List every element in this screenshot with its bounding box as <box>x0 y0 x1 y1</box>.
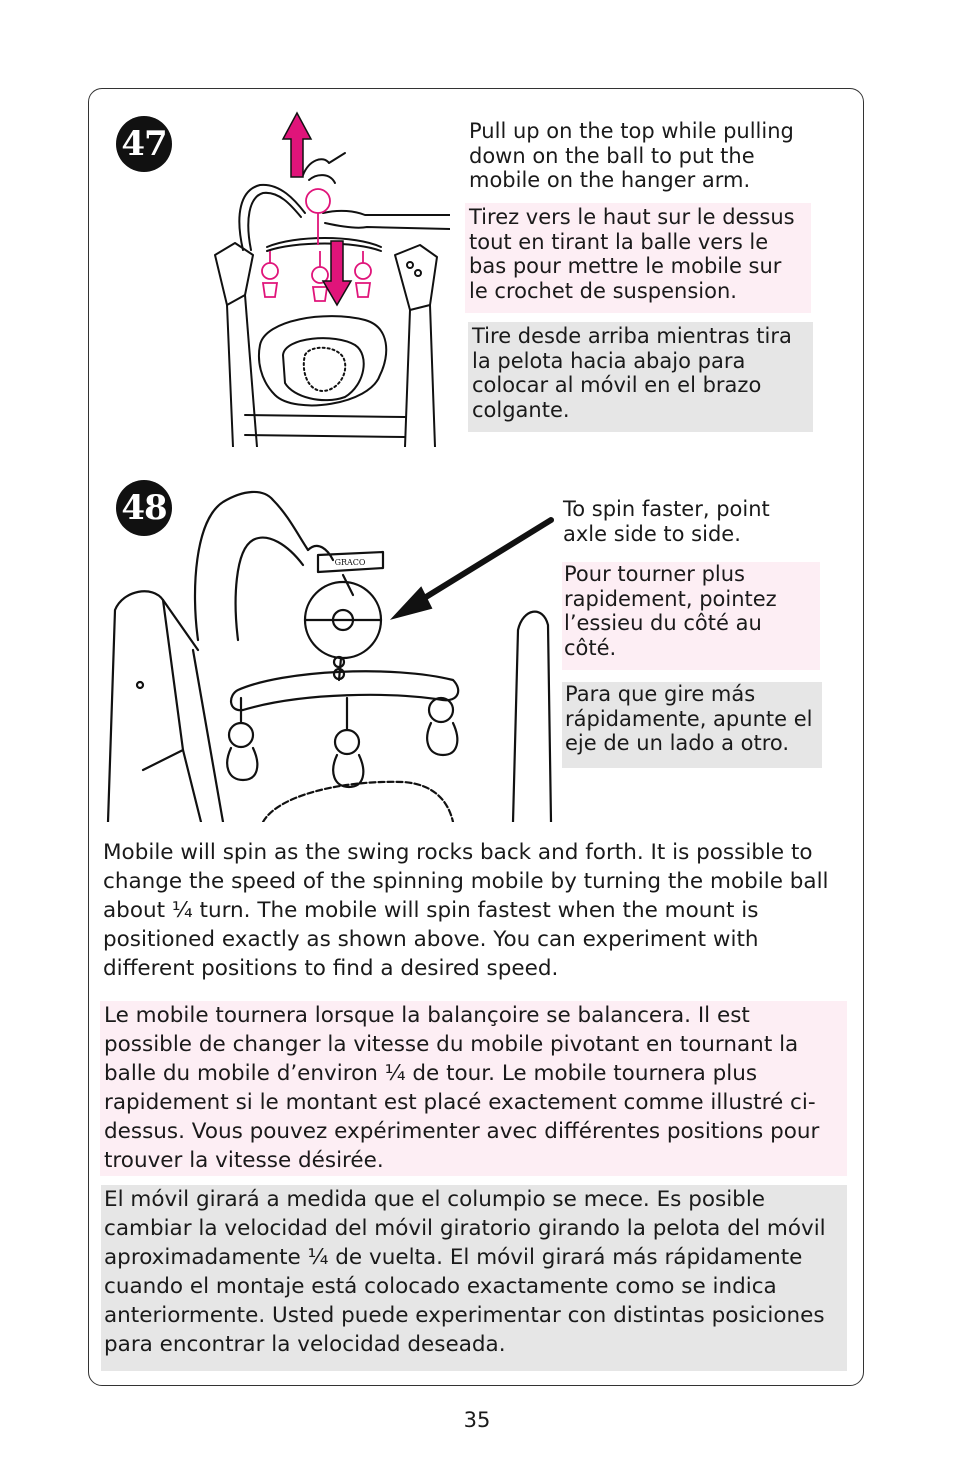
step-47-instruction-en: Pull up on the top while pulling down on the ball to put the mobile on the hanger arm. <box>469 119 794 192</box>
step-48-badge: 48 <box>116 480 172 536</box>
body-paragraph-es: El móvil girará a medida que el columpio se mece. Es posible cambiar la velocidad del móvil giratorio girando la pelota del móvil aproximadamente ¼ de vuelta. El móvil girará más rápidamente cuando el montaje está colocado exactamente como se indica anteriormente. Usted puede experimentar con distintas posiciones para encontrar la velocidad deseada. <box>101 1185 847 1371</box>
step-47-illustration <box>205 105 450 447</box>
step-48-instruction-fr: Pour tourner plus rapidement, pointez l’essieu du côté au côté. <box>562 562 820 670</box>
step-48-instruction-es: Para que gire más rápidamente, apunte el eje de un lado a otro. <box>562 682 822 768</box>
step-47-badge: 47 <box>116 116 172 172</box>
graco-brand-label: GRACO <box>334 558 366 567</box>
step-47-instruction-es: Tire desde arriba mientras tira la pelota hacia abajo para colocar al móvil en el brazo colgante. <box>468 322 813 432</box>
body-paragraph-fr: Le mobile tournera lorsque la balançoire se balancera. Il est possible de changer la vitesse du mobile pivotant en tournant la balle du mobile d’environ ¼ de tour. Le mobile tournera plus rapidement si le montant est placé exactement comme illustré ci-dessus. Vous pouvez expérimenter avec différentes positions pour trouver la vitesse désirée. <box>100 1001 847 1176</box>
page-number: 35 <box>463 1408 491 1432</box>
step-47-instruction-fr: Tirez vers le haut sur le dessus tout en tirant la balle vers le bas pour mettre le mobile sur le crochet de suspension. <box>465 203 811 313</box>
body-paragraph-en: Mobile will spin as the swing rocks back and forth. It is possible to change the speed of the spinning mobile by turning the mobile ball about ¼ turn. The mobile will spin fastest when the mount is positioned exactly as shown above. You can experiment with different positions to find a desired speed. <box>103 840 829 981</box>
step-48-instruction-en: To spin faster, point axle side to side. <box>563 497 770 546</box>
step-48-illustration <box>103 480 555 822</box>
